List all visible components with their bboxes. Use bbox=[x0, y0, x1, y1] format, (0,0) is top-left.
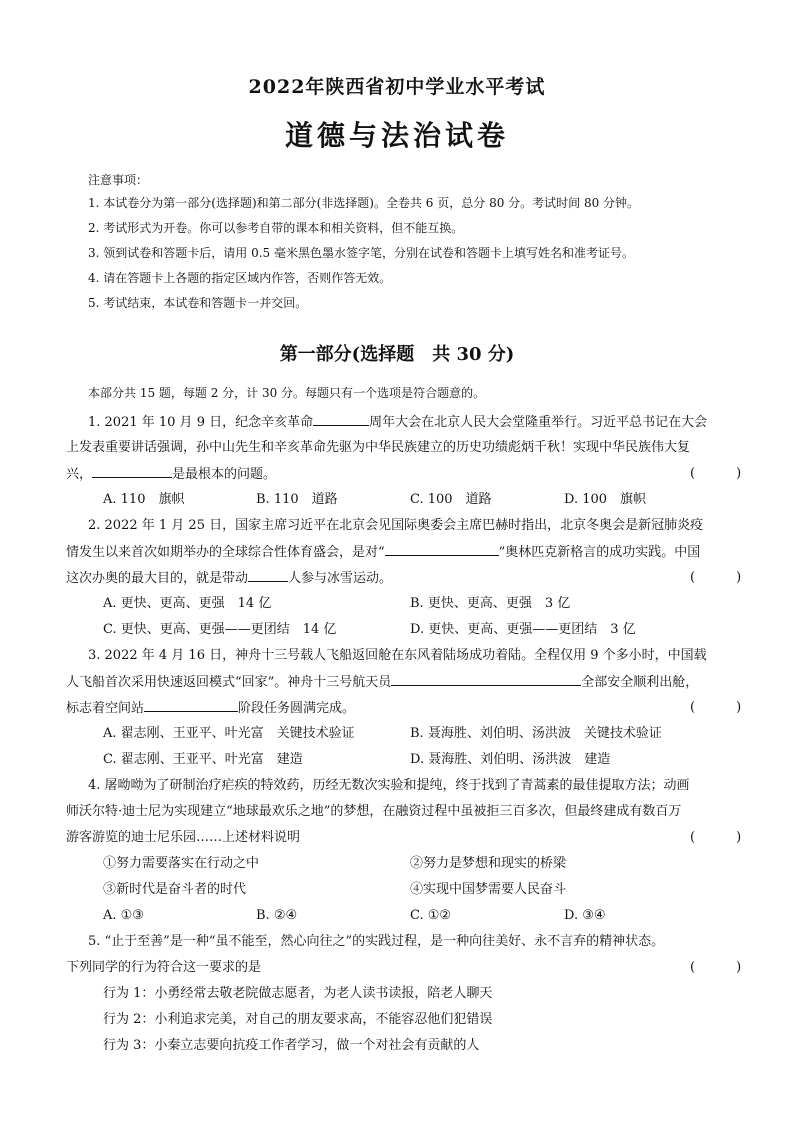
option-a: A. 翟志刚、王亚平、叶光富 关键技术验证 bbox=[103, 726, 355, 741]
question-text: 是最根本的问题。 bbox=[172, 467, 277, 482]
section-title: 第一部分(选择题 共 30 分) bbox=[279, 344, 515, 365]
notice-item: 5. 考试结束，本试卷和答题卡一并交回。 bbox=[88, 296, 308, 310]
notice-item: 4. 请在答题卡上各题的指定区域内作答，否则作答无效。 bbox=[88, 271, 392, 285]
options-row bbox=[66, 749, 730, 775]
statement-2: ②努力是梦想和现实的桥梁 bbox=[410, 856, 567, 871]
question-line bbox=[66, 957, 756, 983]
question-line bbox=[66, 541, 730, 567]
statements-row bbox=[66, 879, 730, 905]
option-c: C. 更快、更高、更强——更团结 14 亿 bbox=[103, 622, 337, 637]
question-line bbox=[66, 463, 756, 489]
option-a: A. 110 旗帜 bbox=[103, 492, 185, 507]
answer-parentheses: ( ) bbox=[690, 700, 756, 715]
behavior-row bbox=[66, 1035, 730, 1061]
answer-parentheses: ( ) bbox=[690, 960, 756, 975]
behavior-row bbox=[66, 983, 730, 1009]
notice-heading: 注意事项： bbox=[88, 173, 149, 187]
behavior-3: 行为 3：小秦立志要向抗疫工作者学习，做一个对社会有贡献的人 bbox=[103, 1038, 480, 1053]
section-description: 本部分共 15 题，每题 2 分，计 30 分。每题只有一个选项是符合题意的。 bbox=[88, 386, 486, 400]
question-text: 下列同学的行为符合这一要求的是 bbox=[66, 960, 262, 975]
question-line bbox=[66, 697, 756, 723]
option-d: D. ③④ bbox=[564, 908, 606, 923]
options-row bbox=[66, 723, 730, 749]
option-b: B. ②④ bbox=[256, 908, 298, 923]
paper-title: 道德与法治试卷 bbox=[284, 119, 509, 152]
question-line: 3. 2022 年 4 月 16 日，神舟十三号载人飞船返回舱在东风着陆场成功着陆。全程仅用 9 个多小时，中国载 bbox=[88, 648, 707, 663]
question-4 bbox=[66, 775, 756, 931]
question-text: 这次办奥的最大目的，就是带动 bbox=[66, 571, 249, 586]
option-d: D. 更快、更高、更强——更团结 3 亿 bbox=[410, 622, 636, 637]
answer-blank bbox=[391, 671, 581, 686]
question-line bbox=[66, 567, 756, 593]
question-3 bbox=[66, 645, 756, 775]
option-b: B. 更快、更高、更强 3 亿 bbox=[410, 596, 571, 611]
answer-blank bbox=[313, 411, 369, 426]
question-line: 5. “止于至善”是一种“虽不能至，然心向往之”的实践过程，是一种向往美好、永不言弃的精神状态。 bbox=[88, 934, 665, 949]
options-row bbox=[66, 593, 730, 619]
question-line: 师沃尔特·迪士尼为实现建立“地球最欢乐之地”的梦想，在融资过程中虽被拒三百多次，但最终建成有数百万 bbox=[66, 804, 682, 819]
answer-blank bbox=[92, 463, 172, 478]
notice-list bbox=[88, 193, 728, 318]
question-text: 情发生以来首次如期举办的全球综合性体育盛会，是对“ bbox=[66, 545, 385, 560]
question-line: 4. 屠呦呦为了研制治疗疟疾的特效药，历经无数次实验和提纯，终于找到了青蒿素的最佳提取方法；动画 bbox=[88, 778, 690, 793]
options-row bbox=[66, 619, 730, 645]
option-c: C. ①② bbox=[410, 908, 452, 923]
question-text: 1. 2021 年 10 月 9 日，纪念辛亥革命 bbox=[88, 415, 314, 430]
option-d: D. 聂海胜、刘伯明、汤洪波 建造 bbox=[410, 752, 611, 767]
question-text: 阶段任务圆满完成。 bbox=[238, 701, 356, 716]
question-text: 全部安全顺利出舱， bbox=[581, 675, 699, 690]
question-line: 2. 2022 年 1 月 25 日，国家主席习近平在北京会见国际奥委会主席巴赫时指出，北京冬奥会是新冠肺炎疫 bbox=[88, 518, 704, 533]
answer-parentheses: ( ) bbox=[690, 570, 756, 585]
question-2 bbox=[66, 515, 756, 645]
statement-4: ④实现中国梦需要人民奋斗 bbox=[410, 882, 567, 897]
statement-3: ③新时代是奋斗者的时代 bbox=[103, 882, 247, 897]
question-text: 兴， bbox=[66, 467, 93, 482]
notice-item: 2. 考试形式为开卷。你可以参考自带的课本和相关资料，但不能互换。 bbox=[88, 221, 464, 235]
question-text: ”奥林匹克新格言的成功实践。中国 bbox=[498, 545, 701, 560]
exam-title: 2022年陕西省初中学业水平考试 bbox=[248, 76, 546, 98]
option-b: B. 110 道路 bbox=[256, 492, 338, 507]
question-text: 周年大会在北京人民大会堂隆重举行。习近平总书记在大会 bbox=[369, 415, 708, 430]
question-1 bbox=[66, 411, 756, 515]
option-a: A. 更快、更高、更强 14 亿 bbox=[103, 596, 272, 611]
question-line bbox=[66, 671, 730, 697]
answer-parentheses: ( ) bbox=[690, 830, 756, 845]
option-a: A. ①③ bbox=[103, 908, 144, 923]
notice-item: 1. 本试卷分为第一部分(选择题)和第二部分(非选择题)。全卷共 6 页，总分 80 分。考试时间 80 分钟。 bbox=[88, 196, 640, 210]
notice-item: 3. 领到试卷和答题卡后，请用 0.5 毫米黑色墨水签字笔，分别在试卷和答题卡上填写姓名和准考证号。 bbox=[88, 246, 634, 260]
option-c: C. 100 道路 bbox=[410, 492, 492, 507]
statement-1: ①努力需要落实在行动之中 bbox=[103, 856, 260, 871]
question-line bbox=[66, 827, 756, 853]
statements-row bbox=[66, 853, 730, 879]
behavior-2: 行为 2：小利追求完美，对自己的朋友要求高，不能容忍他们犯错误 bbox=[103, 1012, 493, 1027]
behavior-row bbox=[66, 1009, 730, 1035]
options-row bbox=[66, 489, 730, 515]
question-line bbox=[66, 411, 730, 437]
answer-parentheses: ( ) bbox=[690, 466, 756, 481]
answer-blank bbox=[144, 697, 238, 712]
question-text: 人参与冰雪运动。 bbox=[288, 571, 393, 586]
question-line: 上发表重要讲话强调，孙中山先生和辛亥革命先驱为中华民族建立的历史功绩彪炳千秋！实现中华民族伟大复 bbox=[66, 440, 691, 455]
behavior-1: 行为 1：小勇经常去敬老院做志愿者，为老人读书读报，陪老人聊天 bbox=[103, 986, 493, 1001]
options-row bbox=[66, 905, 730, 931]
answer-blank bbox=[385, 541, 499, 556]
question-text: 游客游览的迪士尼乐园……上述材料说明 bbox=[66, 830, 301, 845]
question-text: 标志着空间站 bbox=[66, 701, 145, 716]
question-5 bbox=[66, 931, 756, 1061]
option-c: C. 翟志刚、王亚平、叶光富 建造 bbox=[103, 752, 303, 767]
question-text: 人飞船首次采用快速返回模式“回家”。神舟十三号航天员 bbox=[66, 675, 392, 690]
option-b: B. 聂海胜、刘伯明、汤洪波 关键技术验证 bbox=[410, 726, 662, 741]
answer-blank bbox=[248, 567, 288, 582]
option-d: D. 100 旗帜 bbox=[564, 492, 647, 507]
